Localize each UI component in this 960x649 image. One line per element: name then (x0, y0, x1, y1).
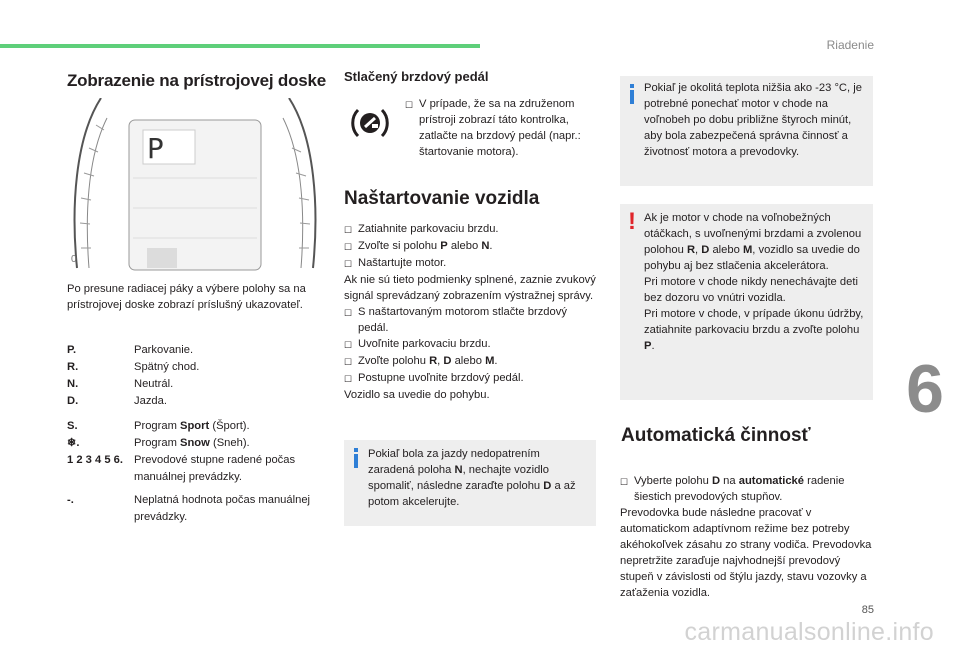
bullet-icon: ☐ (344, 340, 353, 350)
step-text: Zatiahnite parkovaciu brzdu. (358, 223, 499, 235)
step-bullet (344, 238, 596, 255)
step-text: Zvoľte polohu (358, 355, 430, 367)
gear-code: R (429, 355, 438, 367)
gear-legend (67, 342, 327, 526)
step-text: . (494, 355, 498, 367)
auto-bullet (620, 473, 874, 505)
info-text: , nechajte vozidlo spomaliť, následne zaraďte polohu (368, 464, 550, 492)
step-plain: Ak nie sú tieto podmienky splnené, zaznie zvukový signál sprevádzaný zobrazením výstražnej správy. (344, 274, 596, 302)
step-plain: Vozidlo sa uvedie do pohybu. (344, 389, 490, 401)
step-text: , (437, 355, 444, 367)
neutral-info-text (368, 446, 588, 510)
info-icon (626, 84, 638, 104)
mode-row (67, 418, 327, 435)
step-bullet (344, 255, 596, 272)
gear-row (67, 359, 327, 376)
brake-pedal-title: Stlačený brzdový pedál (344, 69, 489, 84)
mode-row (67, 435, 327, 452)
gear-code: N (454, 464, 463, 476)
gear-key: D. (67, 395, 79, 407)
gear-row (67, 376, 327, 393)
bullet-icon: ☐ (405, 100, 414, 110)
bullet-icon: ☐ (344, 225, 353, 235)
section-title: Riadenie (826, 38, 874, 52)
gear-desc: Spätný chod. (134, 361, 200, 373)
gear-desc: Parkovanie. (134, 344, 194, 356)
bullet-icon: ☐ (344, 259, 353, 269)
gear-code: M (742, 244, 753, 256)
step-bullet (344, 353, 596, 370)
warning-text (644, 210, 865, 354)
warn-text: , vozidlo sa uvedie do pohybu aj bez stlačenia akcelerátora. (644, 244, 860, 272)
warn-text: alebo (709, 244, 743, 256)
manual-key: -. (67, 494, 74, 506)
bullet-icon: ☐ (620, 477, 629, 487)
mode-text: (Šport). (209, 420, 250, 432)
auto-description: Prevodovka bude následne pracovať v automatickom adaptívnom režime bez potreby akéhokoľvek zásahu zo strany vodiča. Prevodovka nepretržite zaraďuje najvhodnejší prevodový stupeň v závislosti od štýlu jazdy, stavu vozovky a zaťaženia vozidla. (620, 507, 872, 599)
step-bullet (344, 304, 596, 336)
gear-code: N (481, 240, 490, 252)
bullet-icon: ☐ (344, 374, 353, 384)
brake-instruction-text: V prípade, že sa na združenom prístroji zobrazí táto kontrolka, zatlačte na brzdový pedál (napr.: štartovanie motora). (419, 98, 581, 158)
step-bullet (344, 370, 596, 387)
gear-code: P (440, 240, 448, 252)
auto-text: radenie šiestich prevodových stupňov. (634, 475, 845, 503)
warning-box (620, 204, 873, 400)
dashboard-illustration (67, 98, 323, 272)
dash-scale-number: 0 (71, 254, 77, 265)
warning-icon: ! (628, 208, 636, 235)
watermark: carmanualsonline.info (684, 618, 934, 646)
warn-text: Pri motore v chode, v prípade úkonu údržby, zatiahnite parkovaciu brzdu a zvoľte polohu (644, 308, 864, 336)
warn-text: Ak je motor v chode na voľnobežných otáčkach, s uvoľnenými brzdami a zvolenou polohou (644, 212, 862, 256)
auto-mode-name: automatické (738, 475, 805, 487)
gear-row (67, 393, 327, 410)
mode-name: Sport (180, 420, 210, 432)
step-text: alebo (447, 240, 482, 252)
step-bullet (344, 221, 596, 238)
automatic-mode-title: Automatická činnosť (621, 425, 811, 446)
start-steps (344, 221, 596, 403)
page-number: 85 (861, 604, 874, 616)
manual-desc: Neplatná hodnota počas manuálnej prevádzky. (134, 494, 311, 523)
manual-row (67, 492, 327, 526)
dash-gear-letter: P (147, 132, 164, 165)
gear-code: M (485, 355, 495, 367)
gear-key: P. (67, 344, 77, 356)
gear-code: D (701, 244, 710, 256)
step-text: Naštartujte motor. (358, 257, 447, 269)
temperature-info-box (620, 76, 873, 186)
warn-text: . (651, 340, 655, 352)
step-text: Zvoľte si polohu (358, 240, 441, 252)
mode-key: S. (67, 420, 78, 432)
gear-code: P (644, 340, 652, 352)
brake-warning-icon (350, 106, 390, 140)
neutral-info-box (344, 440, 596, 526)
gear-code: D (443, 355, 452, 367)
brake-instruction (405, 96, 595, 160)
gear-desc: Neutrál. (134, 378, 174, 390)
header-accent-bar (0, 44, 480, 48)
gear-key: R. (67, 361, 79, 373)
start-vehicle-title: Naštartovanie vozidla (344, 188, 540, 209)
bullet-icon: ☐ (344, 357, 353, 367)
gear-key: N. (67, 378, 79, 390)
step-text: . (489, 240, 493, 252)
auto-text: na (720, 475, 739, 487)
temperature-info-text: Pokiaľ je okolitá teplota nižšia ako -23 °C, je potrebné ponechať motor v chode na voľnobeh po dobu približne štyroch minút, aby bola zabezpečená správna činnosť a životnosť motora a prevodovky. (644, 82, 862, 158)
step-text: Uvoľnite parkovaciu brzdu. (358, 338, 491, 350)
info-icon (350, 448, 362, 468)
bullet-icon: ☐ (344, 242, 353, 252)
step-text: S naštartovaným motorom stlačte brzdový pedál. (358, 306, 567, 334)
info-text: a až potom akcelerujte. (368, 480, 576, 508)
warn-text: Pri motore v chode nikdy nenechávajte deti bez dozoru vo vnútri vozidla. (644, 276, 858, 304)
step-text: alebo (451, 355, 486, 367)
mode-key: ❄. (67, 437, 80, 449)
chapter-number: 6 (906, 351, 944, 427)
gear-desc: Jazda. (134, 395, 167, 407)
gear-code: R (686, 244, 696, 256)
mode-text: Program (134, 437, 181, 449)
automatic-mode-content (620, 473, 874, 601)
auto-text: Vyberte polohu (634, 475, 712, 487)
manual-row (67, 452, 327, 486)
bullet-icon: ☐ (344, 308, 353, 318)
step-bullet (344, 336, 596, 353)
gear-row (67, 342, 327, 359)
warn-text: , (695, 244, 702, 256)
mode-text: Program (134, 420, 181, 432)
info-text: Pokiaľ bola za jazdy nedopatrením zaradená poloha (368, 448, 540, 476)
manual-key: 1 2 3 4 5 6. (67, 454, 123, 466)
gear-code: D (711, 475, 721, 487)
gear-code: D (543, 480, 552, 492)
manual-desc: Prevodové stupne radené počas manuálnej prevádzky. (134, 454, 296, 483)
dashboard-intro: Po presune radiacej páky a výbere polohy sa na prístrojovej doske zobrazí príslušný ukazovateľ. (67, 283, 306, 311)
dashboard-display-title: Zobrazenie na prístrojovej doske (67, 71, 327, 90)
step-text: Postupne uvoľnite brzdový pedál. (358, 372, 524, 384)
mode-name: Snow (180, 437, 210, 449)
mode-text: (Sneh). (209, 437, 250, 449)
